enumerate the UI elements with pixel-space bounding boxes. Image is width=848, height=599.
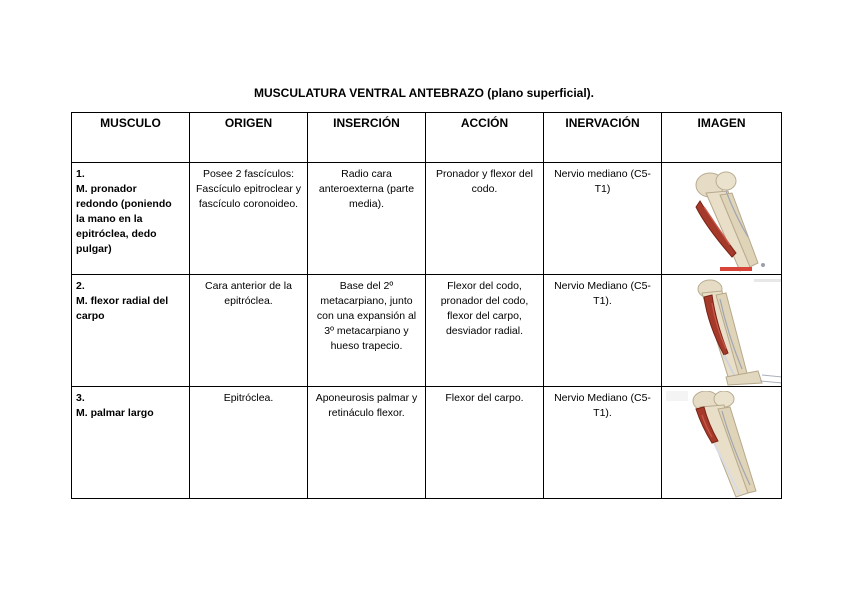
origen-cell: Cara anterior de la epitróclea. — [190, 275, 308, 387]
table-row — [72, 163, 782, 275]
table-row — [72, 387, 782, 499]
musculo-name: M. flexor radial del carpo — [76, 295, 169, 322]
column-header-imagen: IMAGEN — [662, 113, 782, 163]
forearm-palmaris-longus-illustration — [666, 391, 782, 498]
musculo-cell — [72, 275, 190, 387]
column-header-inervacion: INERVACIÓN — [544, 113, 662, 163]
musculo-name: M. pronador redondo (poniendo la mano en la epitróclea, dedo pulgar) — [76, 183, 172, 255]
imagen-cell — [662, 387, 782, 499]
accion-cell: Flexor del codo, pronador del codo, flexor del carpo, desviador radial. — [426, 275, 544, 387]
accion-cell: Flexor del carpo. — [426, 387, 544, 499]
insercion-cell: Base del 2º metacarpiano, junto con una expansión al 3º metacarpiano y hueso trapecio. — [308, 275, 426, 387]
table-header-row — [72, 113, 782, 163]
inervacion-cell: Nervio Mediano (C5-T1). — [544, 275, 662, 387]
musculo-cell — [72, 163, 190, 275]
insercion-cell: Aponeurosis palmar y retináculo flexor. — [308, 387, 426, 499]
row-number: 3. — [76, 392, 85, 404]
inervacion-cell: Nervio mediano (C5-T1) — [544, 163, 662, 275]
inervacion-cell: Nervio Mediano (C5-T1). — [544, 387, 662, 499]
origen-cell: Epitróclea. — [190, 387, 308, 499]
muscle-table — [71, 112, 782, 499]
forearm-flexor-carpi-radialis-illustration — [666, 279, 782, 386]
row-number: 2. — [76, 280, 85, 292]
row-number: 1. — [76, 168, 85, 180]
musculo-cell — [72, 387, 190, 499]
accion-cell: Pronador y flexor del codo. — [426, 163, 544, 275]
column-header-origen: ORIGEN — [190, 113, 308, 163]
column-header-musculo: MUSCULO — [72, 113, 190, 163]
forearm-pronator-teres-illustration — [666, 167, 782, 274]
insercion-cell: Radio cara anteroexterna (parte media). — [308, 163, 426, 275]
origen-cell: Posee 2 fascículos: Fascículo epitroclear y fascículo coronoideo. — [190, 163, 308, 275]
imagen-cell — [662, 163, 782, 275]
column-header-accion: ACCIÓN — [426, 113, 544, 163]
page-title: MUSCULATURA VENTRAL ANTEBRAZO (plano superficial). — [253, 86, 594, 100]
table-row — [72, 275, 782, 387]
musculo-name: M. palmar largo — [76, 407, 154, 419]
imagen-cell — [662, 275, 782, 387]
column-header-insercion: INSERCIÓN — [308, 113, 426, 163]
